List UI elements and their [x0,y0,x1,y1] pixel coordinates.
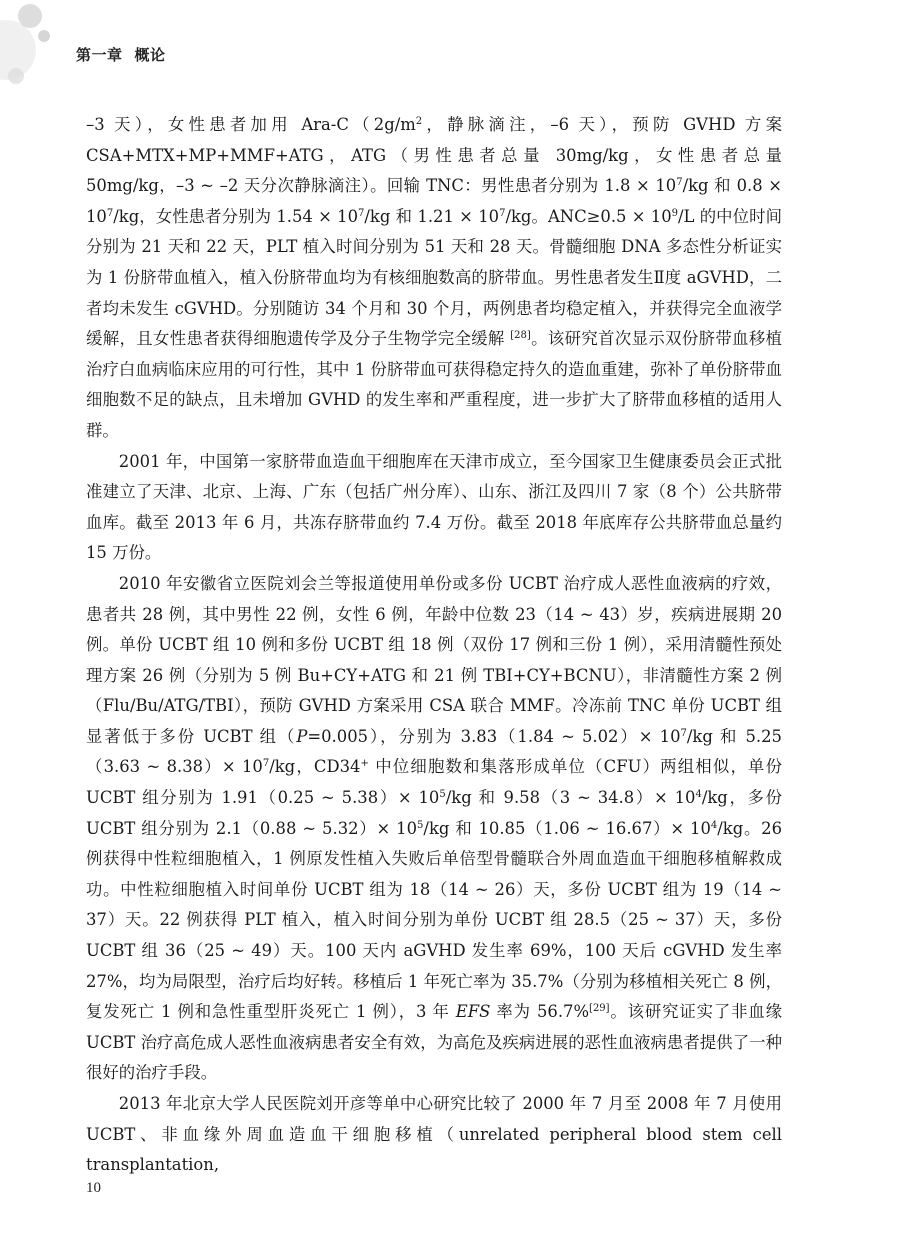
body-text [86,110,782,1181]
citation-29: [29] [589,1003,610,1015]
decorative-circles [0,0,80,90]
chapter-header [76,44,166,65]
paragraph-2: 2001 年，中国第一家脐带血造血干细胞库在天津市成立，至今国家卫生健康委员会正式批准建立了天津、北京、上海、广东（包括广州分库）、山东、浙江及四川 7 家（8 个）公共脐带血库。截至 2013 年 6 月，共冻存脐带血约 7.4 万份。截至 2018 年底库存公共脐带血总量约 15 万份。 [86,451,782,563]
page-number: 10 [86,1180,101,1196]
paragraph-1: –3 天），女性患者加用 Ara-$C(2g/m^2$，静脉滴注，–6 天），预防 GVHD 方案 CSA+MTX+MP+MMF+ATG，ATG（男性患者总量 30mg/kg，女性患者总量 50mg/kg，–3 ~ –2 天分次静脉滴注）。回输 TNC：男性患者分别为 $1.8 \times 10^7/kg$ 和 $0.8 \times 10^7/kg$，女性患者分别为 $1.54 \times 10^7/kg$ 和 $1.21 \times 10^7/kg$。$ANC\ge 0.5 \times 10^9/L$ 的中位时间分别为 21 天和 22 天，PLT 植入时间分别为 51 天和 28 天。骨髓细胞 DNA 多态性分析证实为 1 份脐带血植入，植入份脐带血均为有核细胞数高的脐带血。男性患者发生Ⅱ度 aGVHD，二者均未发生 cGVHD。分别随访 34 个月和 30 个月，两例患者均稳定植入，并获得完全血液学缓解，且女性患者获得细胞遗传学及分子生物学完全缓解 [28]。该研究首次显示双份脐带血移植治疗白血病临床应用的可行性，其中 1 份脐带血可获得稳定持久的造血重建，弥补了单份脐带血细胞数不足的缺点，且未增加 GVHD 的发生率和严重程度，进一步扩大了脐带血移植的适用人群。 [86,115,782,440]
chapter-title: 概论 [134,46,166,64]
citation-28: [28] [510,330,531,342]
paragraph-4: 2013 年北京大学人民医院刘开彦等单中心研究比较了 2000 年 7 月至 2008 年 7 月使用 UCBT、非血缘外周血造血干细胞移植（unrelated peripheral blood stem cell transplantation, [86,1094,782,1175]
paragraph-3: 2010 年安徽省立医院刘会兰等报道使用单份或多份 UCBT 治疗成人恶性血液病的疗效，患者共 28 例，其中男性 22 例，女性 6 例，年龄中位数 23（14 ~ 43）岁，疾病进展期 20 例。单份 UCBT 组 10 例和多份 UCBT 组 18 例（双份 17 例和三份 1 例），采用清髓性预处理方案 26 例（分别为 5 例 Bu+CY+ATG 和 21 例 TBI+CY+BCNU），非清髓性方案 2 例（Flu/Bu/ATG/TBI），预防 GVHD 方案采用 CSA 联合 MMF。冷冻前 TNC 单份 UCBT 组显著低于多份 UCBT 组（P=0.005），分别为 3.83（1.84 ~ $5.02)\times 10^7/kg$ 和 5.25（3.63 ~ $8.38)\times 10^7/kg$，CD34+ 中位细胞数和集落形成单位（CFU）两组相似，单份 UCBT 组分别为 1.91（0.25 ~ $5.38)\times 10^5/kg$ 和 9.58（3 ~ $34.8)\times 10^4/kg$，多份 UCBT 组分别为 2.1（0.88 ~ $5.32)\times 10^5/kg$ 和 10.85（1.06 ~ $16.67)\times 10^4/kg$。26 例获得中性粒细胞植入，1 例原发性植入失败后单倍型骨髓联合外周血造血干细胞移植解救成功。中性粒细胞植入时间单份 UCBT 组为 18（14 ~ 26）天，多份 UCBT 组为 19（14 ~ 37）天。22 例获得 PLT 植入，植入时间分别为单份 UCBT 组 28.5（25 ~ 37）天，多份 UCBT 组 36（25 ~ 49）天。100 天内 aGVHD 发生率 69%，100 天后 cGVHD 发生率 27%，均为局限型，治疗后均好转。移植后 1 年死亡率为 35.7%（分别为移植相关死亡 8 例，复发死亡 1 例和急性重型肝炎死亡 1 例），3 年 EFS 率为 56.7%[29]。该研究证实了非血缘 UCBT 治疗高危成人恶性血液病患者安全有效，为高危及疾病进展的恶性血液病患者提供了一种很好的治疗手段。 [86,573,783,1083]
chapter-number: 第一章 [76,46,123,64]
